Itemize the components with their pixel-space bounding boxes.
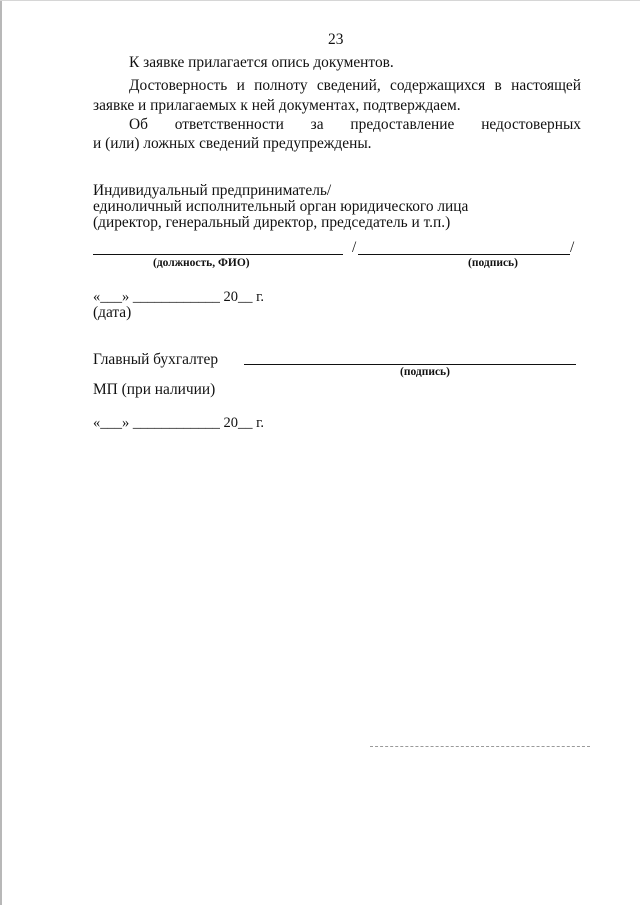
chief-accountant-label: Главный бухгалтер bbox=[93, 351, 219, 368]
date-field-2: «___» ____________ 20__ г. bbox=[93, 415, 265, 431]
paragraph-attachment: К заявке прилагается опись документов. bbox=[129, 54, 394, 71]
page-number: 23 bbox=[328, 31, 344, 48]
accountant-signature-caption: (подпись) bbox=[400, 366, 450, 378]
signature-line bbox=[358, 254, 570, 255]
position-name-line bbox=[93, 254, 343, 255]
paragraph-confirmation-line1: Достоверность и полноту сведений, содержащихся в настоящей bbox=[129, 77, 581, 94]
slash-right: / bbox=[570, 239, 575, 256]
signer-title-line3: (директор, генеральный директор, председатель и т.п.) bbox=[93, 214, 451, 231]
date-caption: (дата) bbox=[93, 304, 132, 321]
scan-edge-top bbox=[0, 0, 640, 1]
accountant-signature-line bbox=[244, 364, 576, 365]
scan-edge-left bbox=[0, 0, 2, 905]
caption-position-name: (должность, ФИО) bbox=[153, 257, 250, 269]
stamp-label: МП (при наличии) bbox=[93, 381, 216, 398]
signer-title-line1: Индивидуальный предприниматель/ bbox=[93, 182, 332, 199]
date-field-1: «___» ____________ 20__ г. bbox=[93, 289, 265, 305]
signer-title-line2: единоличный исполнительный орган юридического лица bbox=[93, 198, 469, 215]
paragraph-responsibility-line2: и (или) ложных сведений предупреждены. bbox=[93, 135, 372, 152]
slash-left: / bbox=[352, 239, 357, 256]
scan-artifact-line bbox=[370, 746, 590, 747]
paragraph-responsibility-line1: Об ответственности за предоставление недостоверных bbox=[129, 116, 581, 133]
caption-signature: (подпись) bbox=[468, 257, 518, 269]
paragraph-confirmation-line2: заявке и прилагаемых к ней документах, подтверждаем. bbox=[93, 97, 461, 114]
